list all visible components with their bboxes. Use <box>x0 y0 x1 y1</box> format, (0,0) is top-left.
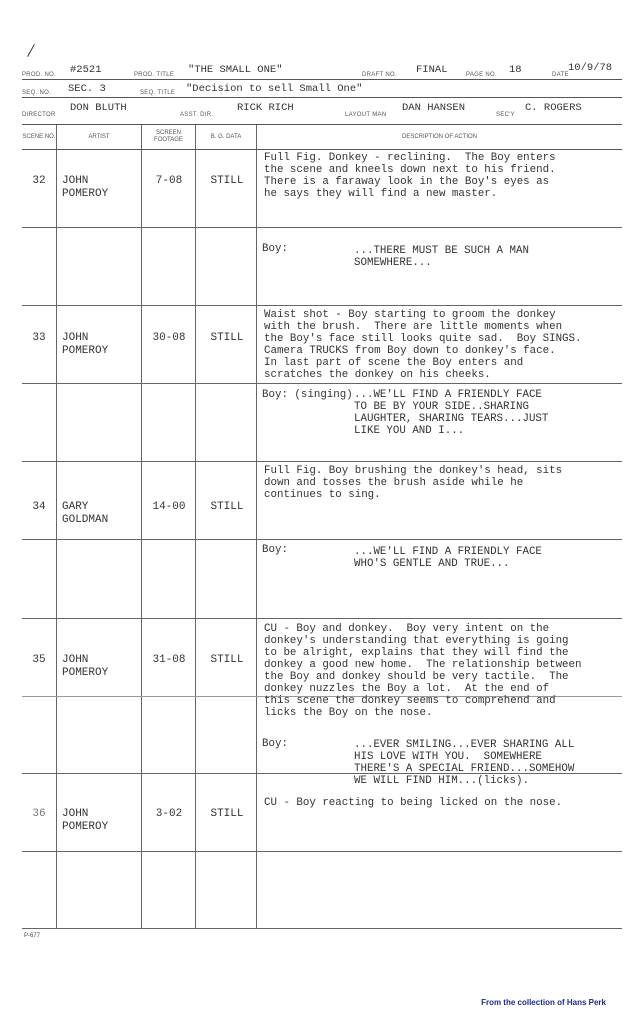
draft-no: FINAL <box>416 64 448 76</box>
scene-bg-data: STILL <box>210 332 244 344</box>
secy: C. ROGERS <box>525 102 582 114</box>
row-line <box>22 305 622 306</box>
prod-title: "THE SMALL ONE" <box>188 64 283 76</box>
dialogue-speaker: Boy: <box>262 243 288 255</box>
col-header-bg-data: B. G. DATA <box>210 133 242 140</box>
dialogue-text: ...EVER SMILING...EVER SHARING ALL HIS LOVE WITH YOU. SOMEWHERE THERE'S A SPECIAL FRIEND...SOMEHOW WE WILL FIND HIM...(licks). <box>354 739 575 787</box>
draft-no-label: DRAFT NO. <box>362 72 397 78</box>
scene-artist: GARY GOLDMAN <box>62 501 109 526</box>
scene-description: Full Fig. Donkey - reclining. The Boy enters the scene and kneels down next to his friend. There is a faraway look in the Boy's eyes as he says they will find a new master. <box>264 152 556 200</box>
prod-no: #2521 <box>70 64 102 76</box>
col-header-scene-no: SCENE NO. <box>22 133 56 140</box>
row-line <box>22 539 622 540</box>
seq-no-label: SEQ. NO. <box>22 90 52 96</box>
asst-dir: RICK RICH <box>237 102 294 114</box>
prod-title-label: PROD. TITLE <box>134 72 175 78</box>
date: 10/9/78 <box>568 62 613 74</box>
date-label: DATE <box>552 72 569 78</box>
scene-table <box>22 124 622 929</box>
scene-number: 35 <box>32 654 46 666</box>
dialogue-text: ...WE'LL FIND A FRIENDLY FACE WHO'S GENTLE AND TRUE... <box>354 546 542 570</box>
dialogue-text: ...WE'LL FIND A FRIENDLY FACE TO BE BY YOUR SIDE..SHARING LAUGHTER, SHARING TEARS...JUST LIKE YOU AND I... <box>354 389 549 437</box>
seq-title: "Decision to sell Small One" <box>186 83 363 95</box>
scene-number: 34 <box>32 501 46 513</box>
layout-man: DAN HANSEN <box>402 102 466 114</box>
scene-artist: JOHN POMEROY <box>62 332 109 357</box>
scene-footage: 7-08 <box>155 175 183 187</box>
scene-number: 32 <box>32 175 46 187</box>
seq-title-label: SEQ. TITLE <box>140 90 176 96</box>
page-no-label: PAGE NO. <box>466 72 497 78</box>
secy-label: SEC'Y <box>496 112 515 118</box>
col-header-footage: SCREEN FOOTAGE <box>154 130 183 143</box>
seq-no: SEC. 3 <box>68 83 106 95</box>
header-rule-1 <box>22 79 622 80</box>
dialogue-speaker: Boy: <box>262 544 288 556</box>
scene-bg-data: STILL <box>210 654 244 666</box>
dialogue-text: ...THERE MUST BE SUCH A MAN SOMEWHERE... <box>354 245 529 269</box>
scene-footage: 3-02 <box>155 808 183 820</box>
collection-credit: From the collection of Hans Perk <box>481 998 606 1007</box>
row-line <box>22 383 622 384</box>
header-separator <box>22 149 622 150</box>
pencil-mark: / <box>26 39 36 63</box>
col-header-description: DESCRIPTION OF ACTION <box>401 133 477 140</box>
form-code: P-677 <box>24 933 41 939</box>
col-divider-1 <box>56 125 57 929</box>
col-header-artist: ARTIST <box>88 133 110 140</box>
scene-number: 33 <box>32 332 46 344</box>
row-line <box>22 618 622 619</box>
page-no: 18 <box>509 64 522 76</box>
dialogue-speaker: Boy: (singing) <box>262 389 353 401</box>
scene-description: Full Fig. Boy brushing the donkey's head, sits down and tosses the brush aside while he continues to sing. <box>264 465 563 501</box>
scene-footage: 31-08 <box>152 654 186 666</box>
header-rule-2 <box>22 97 622 98</box>
scene-footage: 30-08 <box>152 332 186 344</box>
scene-bg-data: STILL <box>210 808 244 820</box>
row-line <box>22 227 622 228</box>
scene-bg-data: STILL <box>210 175 244 187</box>
director: DON BLUTH <box>70 102 127 114</box>
scene-bg-data: STILL <box>210 501 244 513</box>
scene-artist: JOHN POMEROY <box>62 175 109 200</box>
scene-description: Waist shot - Boy starting to groom the donkey with the brush. There are little moments when the Boy's face still looks quite sad. Boy SINGS. Camera TRUCKS from Boy down to donkey's face. In last part of scene the Boy enters and scratches the donkey on his cheeks. <box>264 309 582 381</box>
row-line <box>22 928 622 929</box>
director-label: DIRECTOR <box>22 112 56 118</box>
prod-no-label: PROD. NO. <box>22 72 57 78</box>
scene-footage: 14-00 <box>152 501 186 513</box>
asst-dir-label: ASST. DIR. <box>180 112 214 118</box>
dialogue-speaker: Boy: <box>262 738 288 750</box>
scene-description: CU - Boy reacting to being licked on the nose. <box>264 797 563 809</box>
scene-description: CU - Boy and donkey. Boy very intent on the donkey's understanding that everything is going to be alright, explains that they will find the donkey a good new home. The relationship between the Boy and donkey should be very tactile. The donkey nuzzles the Boy a lot. At the end of this scene the donkey seems to comprehend and licks the Boy on the nose. <box>264 623 582 719</box>
layout-man-label: LAYOUT MAN <box>345 112 387 118</box>
scene-artist: JOHN POMEROY <box>62 808 109 833</box>
row-line <box>22 851 622 852</box>
row-line <box>22 461 622 462</box>
scene-number: 36 <box>32 808 46 820</box>
scene-artist: JOHN POMEROY <box>62 654 109 679</box>
